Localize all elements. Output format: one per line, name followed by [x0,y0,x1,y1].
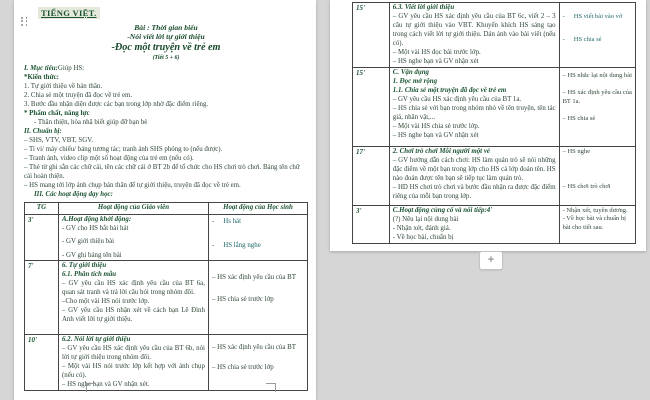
gv-cell[interactable]: 6.3. Viết lời giới thiệu – GV yêu cầu HS xác định yêu cầu của BT 6c, viết 2 – 3 câu tự giới thiệu vào VBT. Khuyến khích HS sáng tạo trong cách viết lời tự giới thiệu. Dán ảnh vào bài viết (nếu có). – Một vài HS đọc bài trước lớp. – HS nghe bạn và GV nhận xét [389,3,559,68]
prep-item: – HS mang tới lớp ảnh chụp bản thân để tự giới thiệu, truyện đã đọc về trẻ em. [24,181,241,189]
table-row [353,3,636,68]
gv-cell[interactable]: 6. Tự giới thiệu 6.1. Phân tích mẫu – GV yêu cầu HS xác định yêu cầu của BT 6a, quan sát tranh và trả lời câu hỏi trong nhóm đôi. –Cho một vài HS nói trước lớp. – GV yêu cầu HS nhận xét về cách bạn Lê Đình Anh viết lời tự giới thiệu. [58,261,208,335]
tg-cell[interactable]: 3' [25,214,59,261]
heading-hoat-dong: III. Các hoạt động dạy học: [34,190,113,198]
hs-cell[interactable]: – HS nhắc lại nội dung bài – HS xác định yêu cầu của BT 1a. – HS chia sẻ [559,67,635,146]
heading-kien-thuc: *Kiến thức: [24,74,59,82]
pham-chat-item: - Thân thiện, hòa nhã biết giúp đỡ bạn bè [34,118,148,126]
gv-cell[interactable]: 6.2. Nói lời tự giới thiệu – GV yêu cầu HS xác định yêu cầu của BT 6b, nói lời tự giới thiệu trong nhóm đôi. – Một vài HS nói trước lớp kết hợp với ảnh chụp (nếu có). – HS nghe bạn và GV nhận xét. [58,335,208,391]
hs-cell[interactable]: – HS xác định yêu cầu của BT – HS chia sẻ trước lớp [208,261,307,335]
table-row [353,67,636,146]
table-row [25,214,308,261]
tg-cell[interactable]: 10' [25,335,59,391]
prep-item: – Tranh ảnh, video clip một số hoạt động của trẻ em (nếu có). [24,154,194,162]
heading-pham-chat: * Phẩm chất, năng lực [24,109,90,117]
objective-item: 2. Chia sẻ một truyện đã đọc về trẻ em. [24,92,133,99]
hs-cell[interactable]: - HS viết bài vào vở - HS chia sẻ [559,3,635,68]
text-boundary-mark-left [86,383,96,392]
drag-handle-icon[interactable] [21,17,29,26]
col-header-tg[interactable]: TG [25,202,59,214]
lesson-title-line1: Bài : Thời gian biểu [134,23,198,32]
tg-cell[interactable]: 15' [353,3,390,68]
tg-cell[interactable]: 7' [25,261,59,335]
table-row [25,261,308,335]
document-page-2[interactable] [330,0,646,251]
lesson-sections [24,65,308,200]
table-header-row [25,202,308,214]
gv-cell[interactable]: C.Hoạt động củng cố và nối tiếp:4' (?) Nêu lại nội dung bài - Nhận xét, đánh giá. - Về học bài, chuẩn bị [389,205,559,243]
objective-item: 1. Tự giới thiệu về bản thân. [24,83,103,91]
prep-item: – Ti vi/ máy chiếu/ bảng tương tác; tranh ảnh SHS phóng to (nếu được). [24,145,223,153]
lesson-period: (Tiết 5 + 6) [152,54,180,61]
table-row [353,205,636,243]
lesson-title-line2: -Nói viết lời tự giới thiệu [127,32,205,42]
tg-cell[interactable]: 15' [353,67,390,146]
lesson-title-line3: -Đọc một truyện về trẻ em [111,41,221,53]
add-page-button[interactable]: + [479,251,503,270]
gv-cell[interactable]: 2. Chơi trò chơi Mỗi người một vẻ – GV hướng dẫn cách chơi: HS làm quản trò sẽ nói những đặc điểm về một bạn trong lớp cho HS cả lớp đoán tên. HS nào đoán được tên bạn sẽ tiếp tục làm quản trò. – HD HS chơi trò chơi và bước đầu nhận ra được đặc điểm riêng của mỗi bạn trong lớp. [389,146,559,205]
doc-subject-header: TIẾNG VIỆT. [38,7,100,19]
hs-cell[interactable]: - Nhận xét, tuyên dương. - Về học bài và chuẩn bị bài cho tiết sau. [559,205,635,243]
lesson-title [24,23,308,62]
tg-cell[interactable]: 17' [353,146,390,205]
hs-cell[interactable]: – HS nghe – HS chơi trò chơi [559,146,635,205]
prep-item: – Thẻ từ ghi sẵn các chữ cái, tên các chữ cái ở BT 2b để tổ chức cho HS chơi trò chơi. Bảng tên chữ cái hoàn thiện. [24,163,300,180]
activities-table-page1 [24,202,308,392]
col-header-hs[interactable]: Hoạt động của Học sinh [208,202,307,214]
col-header-gv[interactable]: Hoạt động của Giáo viên [58,202,208,214]
gv-cell[interactable]: A.Hoạt động khởi động: - GV cho HS bắt bài hát - GV giới thiệu bài - GV ghi bảng tên bài [58,214,208,261]
document-page-1[interactable] [14,0,316,400]
hs-cell[interactable]: - Hs hát - HS lắng nghe [208,214,307,261]
heading-chuan-bi: II. Chuẩn bị: [24,127,62,135]
activities-table-page2 [352,2,636,244]
tg-cell[interactable]: 3' [353,205,390,243]
text-boundary-mark-right [266,383,276,392]
gv-cell[interactable]: C. Vận dụng 1. Đọc mở rộng 1.1. Chia sẻ một truyện đã đọc về trẻ em – GV yêu cầu HS xác định yêu cầu của BT 1a. – HS chia sẻ với bạn trong nhóm nhỏ về tên truyện, tên tác giả, nhân vật,... – Một vài HS chia sẻ trước lớp. – HS nghe bạn và GV nhận xét [389,67,559,146]
table-row [353,146,636,205]
objective-item: 3. Bước đầu nhận diện được các bạn trong lớp nhờ đặc điểm riêng. [24,100,209,108]
prep-item: – SHS, VTV, VBT, SGV. [24,136,94,144]
section-muc-tieu: I. Mục tiêu:Giúp HS: [24,65,85,73]
hs-cell[interactable]: – HS xác định yêu cầu của BT – HS chia sẻ trước lớp [208,335,307,391]
